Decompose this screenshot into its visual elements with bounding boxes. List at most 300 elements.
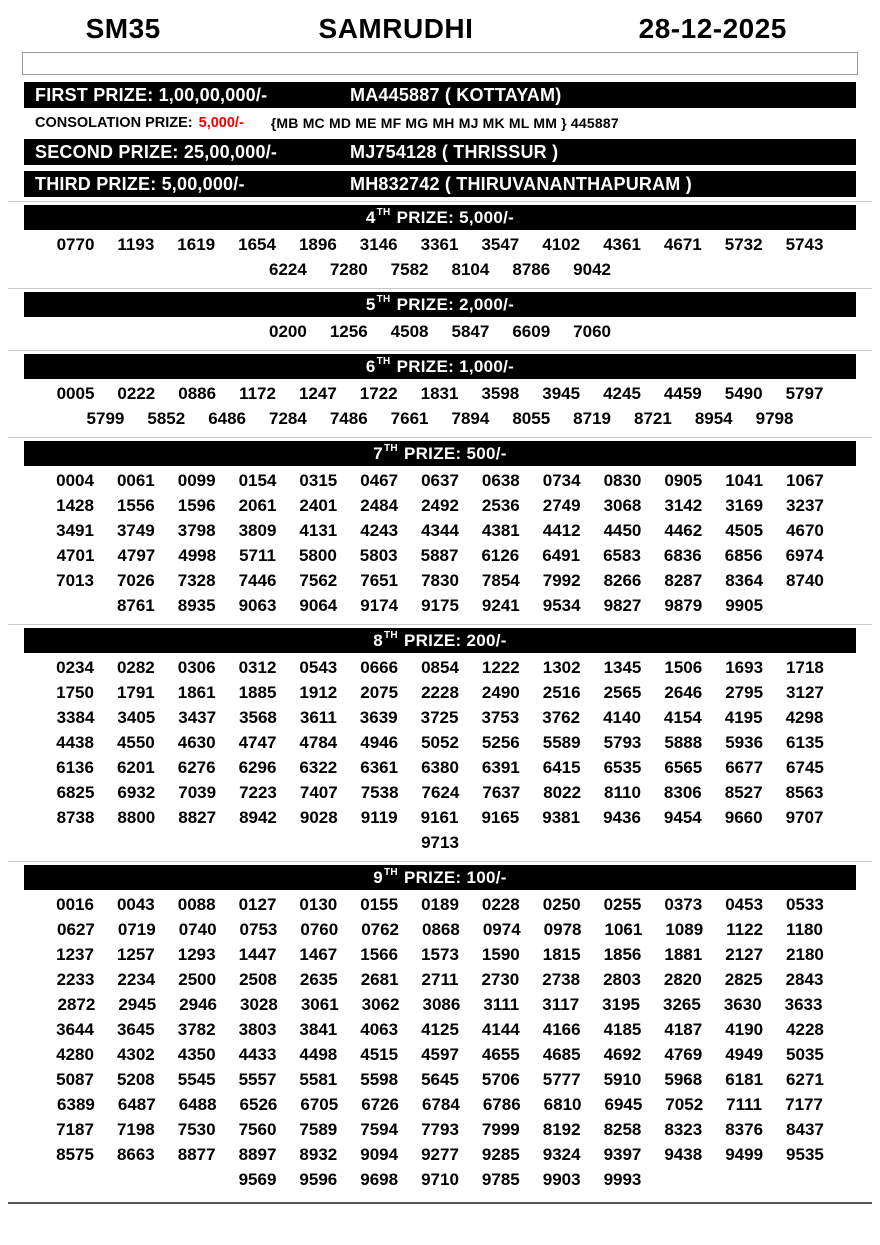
winning-number: 8740 <box>786 571 824 590</box>
winning-number: 4747 <box>238 733 277 752</box>
winning-number-row <box>0 917 880 942</box>
winning-number: 9161 <box>420 808 459 827</box>
winning-number: 8055 <box>512 409 551 428</box>
winning-number: 6201 <box>116 758 155 777</box>
winning-number: 4344 <box>421 521 459 540</box>
winning-number: 5490 <box>724 384 763 403</box>
winning-number: 3841 <box>299 1020 338 1039</box>
winning-number: 0312 <box>238 658 277 677</box>
winning-number: 6136 <box>56 758 94 777</box>
winning-number: 5743 <box>785 235 824 254</box>
winning-number: 1693 <box>725 658 764 677</box>
winning-number: 8663 <box>116 1145 155 1164</box>
winning-number: 6705 <box>300 1095 339 1114</box>
winning-number: 9397 <box>603 1145 642 1164</box>
winning-number: 7280 <box>329 260 368 279</box>
winning-number: 1750 <box>56 683 94 702</box>
winning-number: 4670 <box>786 521 824 540</box>
winning-number: 4245 <box>603 384 641 403</box>
prize-section <box>0 201 880 284</box>
winning-number: 9381 <box>542 808 581 827</box>
winning-number: 9324 <box>542 1145 581 1164</box>
winning-number: 9064 <box>299 596 338 615</box>
winning-number: 8932 <box>299 1145 338 1164</box>
winning-numbers-grid <box>0 466 880 620</box>
winning-number: 2795 <box>725 683 764 702</box>
winning-number: 1067 <box>786 471 824 490</box>
winning-number: 8527 <box>724 783 763 802</box>
prize-section-header <box>24 205 856 230</box>
winning-number: 4195 <box>724 708 763 727</box>
winning-number: 0306 <box>177 658 216 677</box>
second-prize-winner: MJ754128 ( THRISSUR ) <box>350 141 559 162</box>
winning-number-row <box>0 1092 880 1117</box>
winning-number-row <box>0 568 880 593</box>
winning-number: 7562 <box>299 571 338 590</box>
winning-number: 2490 <box>481 683 520 702</box>
winning-number: 6810 <box>543 1095 582 1114</box>
winning-number: 9436 <box>603 808 641 827</box>
top-input[interactable] <box>22 52 858 75</box>
winning-number: 2945 <box>118 995 157 1014</box>
winning-number: 3127 <box>786 683 824 702</box>
winning-number: 3361 <box>420 235 459 254</box>
prize-amount-text: PRIZE: 1,000/- <box>396 356 515 376</box>
winning-number: 9499 <box>725 1145 764 1164</box>
winning-number: 5799 <box>86 409 125 428</box>
winning-number: 5732 <box>724 235 763 254</box>
winning-number-row <box>0 992 880 1017</box>
winning-number-row <box>0 655 880 680</box>
winning-numbers-grid <box>0 890 880 1194</box>
winning-number: 0088 <box>177 895 216 914</box>
prize-section <box>0 288 880 346</box>
winning-number: 9042 <box>573 260 611 279</box>
winning-number: 3611 <box>299 708 337 727</box>
winning-number: 8022 <box>543 783 582 802</box>
prize-section-header <box>24 865 856 890</box>
winning-number: 7999 <box>481 1120 520 1139</box>
winning-number: 4131 <box>299 521 338 540</box>
winning-number: 4412 <box>542 521 581 540</box>
winning-number: 2075 <box>360 683 399 702</box>
winning-number: 0854 <box>421 658 459 677</box>
winning-number-row <box>0 680 880 705</box>
winning-number: 3195 <box>602 995 640 1014</box>
winning-number: 4187 <box>664 1020 703 1039</box>
winning-number: 6415 <box>542 758 581 777</box>
winning-number: 8258 <box>603 1120 642 1139</box>
prize-ordinal: 9 <box>373 867 384 887</box>
winning-number: 7039 <box>178 783 217 802</box>
winning-number: 1815 <box>542 945 581 964</box>
winning-number: 4701 <box>56 546 95 565</box>
section-divider <box>8 861 872 862</box>
winning-number: 1193 <box>117 235 155 254</box>
winning-number: 0043 <box>116 895 155 914</box>
winning-number: 6491 <box>542 546 581 565</box>
winning-number: 0637 <box>421 471 459 490</box>
winning-number: 0627 <box>57 920 95 939</box>
winning-number: 8800 <box>117 808 156 827</box>
winning-number: 1718 <box>786 658 824 677</box>
winning-number: 7560 <box>238 1120 277 1139</box>
winning-number: 1722 <box>359 384 398 403</box>
winning-number: 6126 <box>481 546 520 565</box>
winning-number: 6974 <box>785 546 824 565</box>
winning-number: 1885 <box>238 683 277 702</box>
winning-number: 6945 <box>604 1095 643 1114</box>
prize-ordinal-suffix: TH <box>384 443 398 454</box>
winning-number: 6677 <box>725 758 764 777</box>
winning-number: 4243 <box>360 521 399 540</box>
winning-number: 3265 <box>662 995 701 1014</box>
winning-number-row <box>0 381 880 406</box>
winning-number: 9903 <box>542 1170 581 1189</box>
winning-number: 6391 <box>481 758 520 777</box>
winning-number: 7589 <box>299 1120 338 1139</box>
winning-number: 2843 <box>785 970 824 989</box>
winning-numbers-grid <box>0 653 880 857</box>
winning-number: 6486 <box>208 409 247 428</box>
winning-number: 4597 <box>421 1045 459 1064</box>
winning-number-row <box>0 730 880 755</box>
winning-number: 4154 <box>663 708 702 727</box>
first-prize-label: FIRST PRIZE: 1,00,00,000/- <box>35 84 268 105</box>
winning-number: 6526 <box>239 1095 278 1114</box>
winning-number: 9905 <box>725 596 764 615</box>
bottom-rule <box>8 1202 872 1204</box>
winning-number: 9119 <box>360 808 398 827</box>
winning-number: 9596 <box>299 1170 338 1189</box>
winning-number: 0719 <box>117 920 156 939</box>
winning-number: 3568 <box>239 708 277 727</box>
winning-number: 9993 <box>603 1170 642 1189</box>
winning-number: 2401 <box>299 496 338 515</box>
winning-number: 5888 <box>664 733 703 752</box>
winning-number: 7013 <box>56 571 94 590</box>
winning-number: 4361 <box>603 235 641 254</box>
winning-number: 1831 <box>420 384 459 403</box>
winning-number: 3146 <box>359 235 398 254</box>
prize-section-header <box>24 354 856 379</box>
winning-number: 6786 <box>482 1095 521 1114</box>
winning-number: 1293 <box>177 945 216 964</box>
winning-number: 3645 <box>116 1020 155 1039</box>
winning-number: 5847 <box>451 322 490 341</box>
winning-number: 6380 <box>421 758 459 777</box>
winning-numbers-grid <box>0 379 880 433</box>
winning-number: 1172 <box>239 384 276 403</box>
winning-numbers-grid <box>0 317 880 346</box>
winning-number: 7637 <box>482 783 521 802</box>
winning-number: 5887 <box>420 546 459 565</box>
winning-number: 3749 <box>116 521 155 540</box>
winning-number: 0250 <box>542 895 581 914</box>
winning-number: 8192 <box>542 1120 581 1139</box>
winning-number-row <box>0 1067 880 1092</box>
winning-number: 6181 <box>725 1070 764 1089</box>
winning-number: 9174 <box>360 596 399 615</box>
winning-number: 8364 <box>725 571 764 590</box>
winning-number: 0005 <box>56 384 95 403</box>
winning-number: 4692 <box>603 1045 642 1064</box>
winning-number: 3491 <box>56 521 94 540</box>
winning-number: 7854 <box>481 571 520 590</box>
prize-ordinal-suffix: TH <box>376 294 391 305</box>
winning-number: 6224 <box>269 260 307 279</box>
prize-ordinal-suffix: TH <box>376 356 391 367</box>
winning-number: 1041 <box>725 471 764 490</box>
prize-ordinal-suffix: TH <box>384 867 398 878</box>
winning-number: 2492 <box>421 496 459 515</box>
winning-number: 7187 <box>56 1120 94 1139</box>
winning-number: 3630 <box>723 995 762 1014</box>
winning-number: 6389 <box>57 1095 95 1114</box>
winning-number: 5968 <box>664 1070 703 1089</box>
winning-number: 8935 <box>177 596 216 615</box>
section-divider <box>8 288 872 289</box>
winning-number: 1856 <box>603 945 642 964</box>
winning-number: 3639 <box>359 708 398 727</box>
winning-number: 2536 <box>481 496 520 515</box>
winning-number: 8376 <box>725 1120 764 1139</box>
winning-number: 2730 <box>481 970 520 989</box>
winning-number: 4505 <box>725 521 764 540</box>
winning-number: 3117 <box>542 995 580 1014</box>
winning-number: 4302 <box>116 1045 155 1064</box>
winning-number: 6322 <box>299 758 338 777</box>
winning-number: 8786 <box>512 260 551 279</box>
winning-number: 4949 <box>725 1045 764 1064</box>
winning-number: 2500 <box>178 970 217 989</box>
winning-number: 0130 <box>299 895 338 914</box>
prize-section <box>0 437 880 620</box>
winning-number: 9175 <box>421 596 459 615</box>
winning-number-row <box>0 942 880 967</box>
lottery-name: SAMRUDHI <box>318 13 474 44</box>
winning-number: 9165 <box>481 808 520 827</box>
winning-number-row <box>0 830 880 855</box>
winning-number-row <box>0 805 880 830</box>
winning-number: 4797 <box>117 546 156 565</box>
prize-ordinal: 4 <box>365 207 376 227</box>
winning-number: 5936 <box>725 733 764 752</box>
winning-number: 5598 <box>360 1070 399 1089</box>
winning-number: 3405 <box>117 708 156 727</box>
winning-number: 9713 <box>421 833 459 852</box>
winning-number: 4459 <box>663 384 702 403</box>
consolation-amount: 5,000/- <box>198 114 244 131</box>
winning-number: 1257 <box>116 945 155 964</box>
winning-numbers-grid <box>0 230 880 284</box>
winning-number: 6745 <box>786 758 824 777</box>
winning-number-row <box>0 1042 880 1067</box>
winning-number: 0189 <box>421 895 459 914</box>
winning-number: 2738 <box>542 970 581 989</box>
winning-number: 4228 <box>786 1020 824 1039</box>
winning-number: 0373 <box>664 895 703 914</box>
winning-number: 0315 <box>299 471 338 490</box>
winning-number: 3061 <box>300 995 339 1014</box>
prize-amount-text: PRIZE: 2,000/- <box>396 294 515 314</box>
winning-number-row <box>0 1167 880 1192</box>
winning-number: 1881 <box>664 945 703 964</box>
winning-number: 8942 <box>239 808 277 827</box>
prize-amount-text: PRIZE: 5,000/- <box>396 207 515 227</box>
prize-section <box>0 624 880 857</box>
winning-number: 6361 <box>360 758 399 777</box>
winning-number: 2565 <box>603 683 642 702</box>
winning-number: 7328 <box>177 571 216 590</box>
winning-number: 7407 <box>299 783 338 802</box>
third-prize-label: THIRD PRIZE: 5,00,000/- <box>35 173 245 194</box>
winning-number: 2180 <box>786 945 824 964</box>
winning-number: 3782 <box>177 1020 216 1039</box>
winning-number: 8287 <box>664 571 703 590</box>
winning-number-row <box>0 1117 880 1142</box>
winning-number: 8761 <box>116 596 155 615</box>
winning-number: 4280 <box>56 1045 94 1064</box>
winning-number: 6825 <box>56 783 95 802</box>
winning-number: 2825 <box>724 970 763 989</box>
winning-number: 7111 <box>726 1095 763 1114</box>
winning-number: 1861 <box>177 683 216 702</box>
winning-number: 4140 <box>603 708 641 727</box>
winning-number: 8877 <box>177 1145 216 1164</box>
winning-number: 2635 <box>299 970 338 989</box>
winning-number: 4769 <box>664 1045 703 1064</box>
winning-number: 6609 <box>512 322 551 341</box>
winning-number: 2946 <box>179 995 217 1014</box>
winning-number: 1912 <box>299 683 338 702</box>
winning-number: 3068 <box>603 496 642 515</box>
winning-number-row <box>0 543 880 568</box>
winning-number: 9710 <box>421 1170 459 1189</box>
winning-number: 9707 <box>785 808 824 827</box>
winning-number: 8575 <box>56 1145 94 1164</box>
winning-number: 0638 <box>481 471 520 490</box>
winning-number: 1302 <box>542 658 581 677</box>
winning-number: 0004 <box>56 471 94 490</box>
winning-number: 4438 <box>56 733 94 752</box>
winning-number: 1089 <box>665 920 704 939</box>
winning-number: 1222 <box>481 658 520 677</box>
winning-number: 9698 <box>360 1170 399 1189</box>
winning-number: 5208 <box>116 1070 155 1089</box>
winning-number: 8954 <box>694 409 733 428</box>
winning-number-row <box>0 468 880 493</box>
winning-number: 9535 <box>786 1145 824 1164</box>
winning-number: 6296 <box>238 758 277 777</box>
winning-number: 2820 <box>663 970 702 989</box>
winning-number: 4946 <box>360 733 399 752</box>
draw-date: 28-12-2025 <box>638 13 787 44</box>
winning-number: 5910 <box>603 1070 642 1089</box>
winning-number: 1345 <box>603 658 642 677</box>
winning-number: 1896 <box>298 235 337 254</box>
third-prize-bar <box>24 171 856 197</box>
winning-number: 0762 <box>361 920 400 939</box>
winning-number: 0666 <box>360 658 399 677</box>
winning-number: 4350 <box>177 1045 216 1064</box>
winning-number: 5545 <box>177 1070 216 1089</box>
winning-number: 0905 <box>664 471 703 490</box>
winning-number: 1447 <box>238 945 277 964</box>
winning-number: 3809 <box>238 521 277 540</box>
winning-number: 3142 <box>664 496 703 515</box>
winning-number: 4462 <box>664 521 703 540</box>
winning-number: 4166 <box>542 1020 581 1039</box>
winning-number: 2516 <box>542 683 581 702</box>
winning-number-row <box>0 967 880 992</box>
winning-number: 3237 <box>786 496 824 515</box>
winning-number: 4508 <box>390 322 429 341</box>
consolation-label: CONSOLATION PRIZE: <box>35 114 193 131</box>
winning-number: 0886 <box>178 384 217 403</box>
prize-section <box>0 350 880 433</box>
winning-number: 1590 <box>481 945 520 964</box>
winning-number: 6535 <box>603 758 642 777</box>
winning-number: 8104 <box>451 260 490 279</box>
prize-ordinal-suffix: TH <box>384 630 398 641</box>
winning-number: 9785 <box>481 1170 520 1189</box>
winning-number: 3803 <box>238 1020 277 1039</box>
winning-number: 3798 <box>177 521 216 540</box>
winning-number: 8738 <box>56 808 95 827</box>
winning-number: 4550 <box>116 733 155 752</box>
winning-number: 3725 <box>420 708 459 727</box>
winning-number: 4498 <box>299 1045 338 1064</box>
winning-number: 2803 <box>603 970 641 989</box>
winning-number: 4630 <box>177 733 216 752</box>
winning-number: 4671 <box>663 235 702 254</box>
winning-number: 4784 <box>299 733 338 752</box>
winning-number: 6856 <box>724 546 763 565</box>
winning-number: 2711 <box>421 970 459 989</box>
winning-number: 7830 <box>421 571 459 590</box>
winning-number: 4655 <box>481 1045 520 1064</box>
winning-number: 0543 <box>299 658 338 677</box>
winning-number: 3633 <box>784 995 823 1014</box>
winning-number: 3437 <box>178 708 217 727</box>
winning-number: 0154 <box>238 471 277 490</box>
winning-number: 9798 <box>755 409 794 428</box>
second-prize-bar <box>24 139 856 165</box>
section-divider <box>8 201 872 202</box>
winning-number: 5777 <box>542 1070 581 1089</box>
winning-number: 0234 <box>56 658 94 677</box>
winning-number: 4998 <box>178 546 217 565</box>
winning-number: 0228 <box>481 895 520 914</box>
winning-number: 8897 <box>238 1145 277 1164</box>
prize-ordinal-suffix: TH <box>376 207 391 218</box>
winning-number: 9879 <box>664 596 703 615</box>
third-prize-winner: MH832742 ( THIRUVANANTHAPURAM ) <box>350 173 692 194</box>
winning-number: 5035 <box>786 1045 824 1064</box>
winning-number: 7052 <box>665 1095 704 1114</box>
winning-number: 0061 <box>116 471 155 490</box>
winning-number: 1791 <box>116 683 155 702</box>
winning-number: 0155 <box>360 895 399 914</box>
winning-number: 7992 <box>542 571 581 590</box>
winning-number: 7284 <box>269 409 307 428</box>
winning-number: 0099 <box>177 471 216 490</box>
winning-number: 7661 <box>390 409 429 428</box>
winning-number: 7594 <box>360 1120 399 1139</box>
winning-number: 9028 <box>299 808 338 827</box>
winning-number: 0222 <box>117 384 156 403</box>
